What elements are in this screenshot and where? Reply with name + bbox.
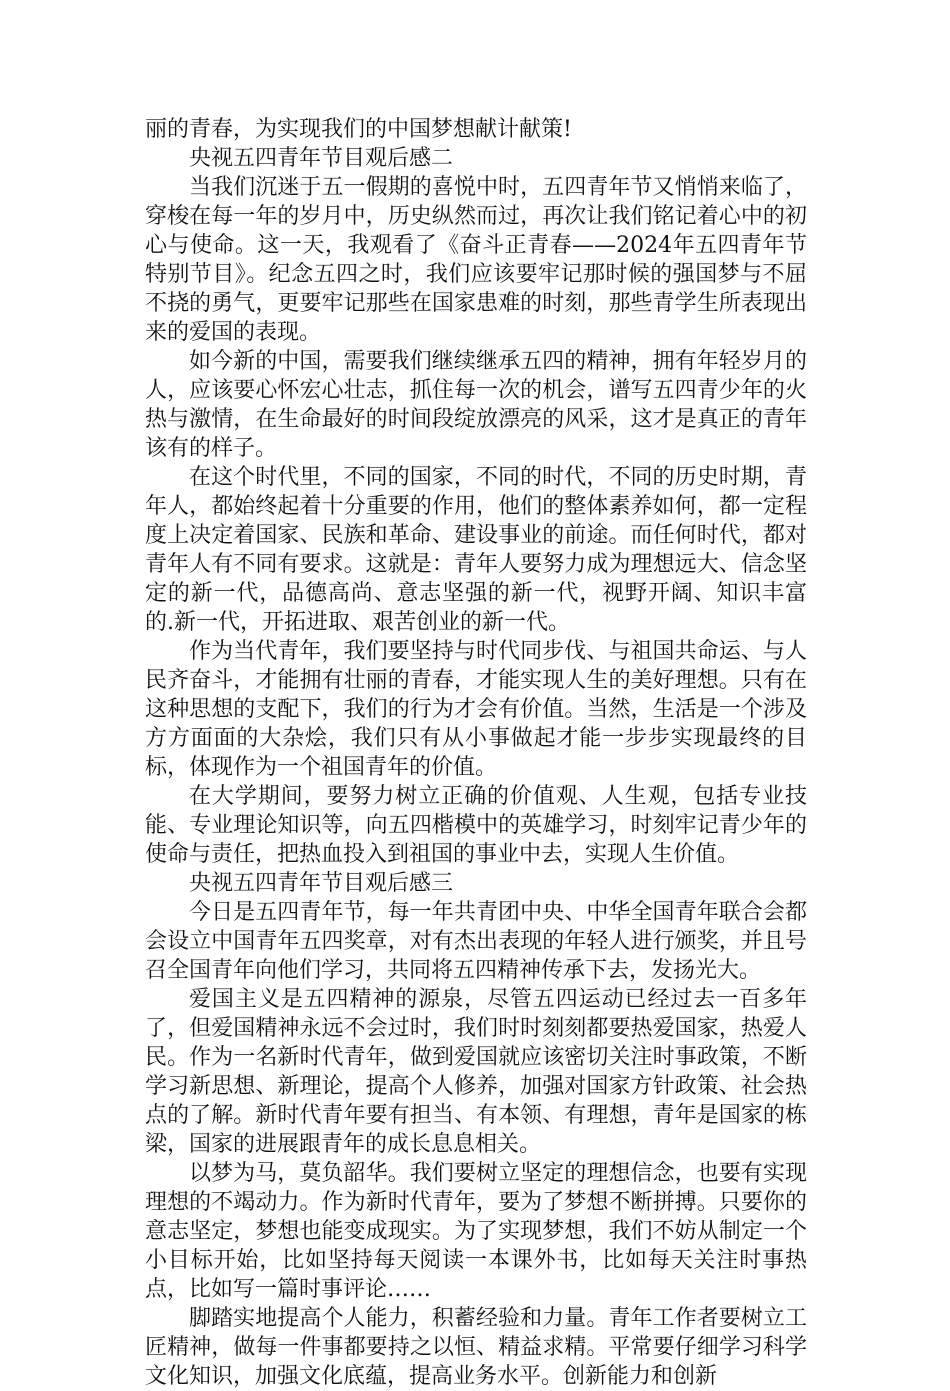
section-2-paragraph-2: 如今新的中国，需要我们继续继承五四的精神，拥有年轻岁月的人，应该要心怀宏心壮志，抓住每一次的机会，谱写五四青少年的火热与激情，在生命最好的时间段绽放漂亮的风采，这才是真正的青年该有的样子。 [145, 349, 807, 461]
section-2-paragraph-4: 作为当代青年，我们要坚持与时代同步伐、与祖国共命运、与人民齐奋斗，才能拥有壮丽的青春，才能实现人生的美好理想。只有在这种思想的支配下，我们的行为才会有价值。当然，生活是一个涉及方方面面的大杂烩，我们只有从小事做起才能一步步实现最终的目标，体现作为一个祖国青年的价值。 [145, 639, 807, 780]
section-2-paragraph-5: 在大学期间，要努力树立正确的价值观、人生观，包括专业技能、专业理论知识等，向五四楷模中的英雄学习，时刻牢记青少年的使命与责任，把热血投入到祖国的事业中去，实现人生价值。 [145, 784, 807, 867]
section-2-heading: 央视五四青年节目观后感二 [189, 146, 454, 171]
document-page [145, 115, 807, 1391]
intro-tail-paragraph: 丽的青春，为实现我们的中国梦想献计献策! [145, 117, 572, 142]
section-2-paragraph-1: 当我们沉迷于五一假期的喜悦中时，五四青年节又悄悄来临了，穿梭在每一年的岁月中，历史纵然而过，再次让我们铭记着心中的初心与使命。这一天，我观看了《奋斗正青春——2024年五四青年节特别节目》。纪念五四之时，我们应该要牢记那时候的强国梦与不屈不挠的勇气，更要牢记那些在国家患难的时刻，那些青学生所表现出来的爱国的表现。 [145, 175, 807, 345]
section-2-paragraph-3: 在这个时代里，不同的国家，不同的时代，不同的历史时期，青年人，都始终起着十分重要的作用，他们的整体素养如何，都一定程度上决定着国家、民族和革命、建设事业的前途。而任何时代，都对青年人有不同有要求。这就是：青年人要努力成为理想远大、信念坚定的新一代，品德高尚、意志坚强的新一代，视野开阔、知识丰富的.新一代，开拓进取、艰苦创业的新一代。 [145, 465, 807, 635]
section-3-paragraph-4: 脚踏实地提高个人能力，积蓄经验和力量。青年工作者要树立工匠精神，做每一件事都要持之以恒、精益求精。平常要仔细学习科学文化知识，加强文化底蕴，提高业务水平。创新能力和创新 [145, 1306, 807, 1389]
section-3-paragraph-1: 今日是五四青年节，每一年共青团中央、中华全国青年联合会都会设立中国青年五四奖章，对有杰出表现的年轻人进行颁奖，并且号召全国青年向他们学习，共同将五四精神传承下去，发扬光大。 [145, 900, 807, 983]
section-3-heading: 央视五四青年节目观后感三 [189, 871, 454, 896]
section-3-paragraph-2: 爱国主义是五四精神的源泉，尽管五四运动已经过去一百多年了，但爱国精神永远不会过时，我们时时刻刻都要热爱国家，热爱人民。作为一名新时代青年，做到爱国就应该密切关注时事政策，不断学习新思想、新理论，提高个人修养，加强对国家方针政策、社会热点的了解。新时代青年要有担当、有本领、有理想，青年是国家的栋梁，国家的进展跟青年的成长息息相关。 [145, 987, 807, 1157]
section-3-paragraph-3: 以梦为马，莫负韶华。我们要树立坚定的理想信念，也要有实现理想的不竭动力。作为新时代青年，要为了梦想不断拼搏。只要你的意志坚定，梦想也能变成现实。为了实现梦想，我们不妨从制定一个小目标开始，比如坚持每天阅读一本课外书，比如每天关注时事热点，比如写一篇时事评论…… [145, 1161, 807, 1302]
